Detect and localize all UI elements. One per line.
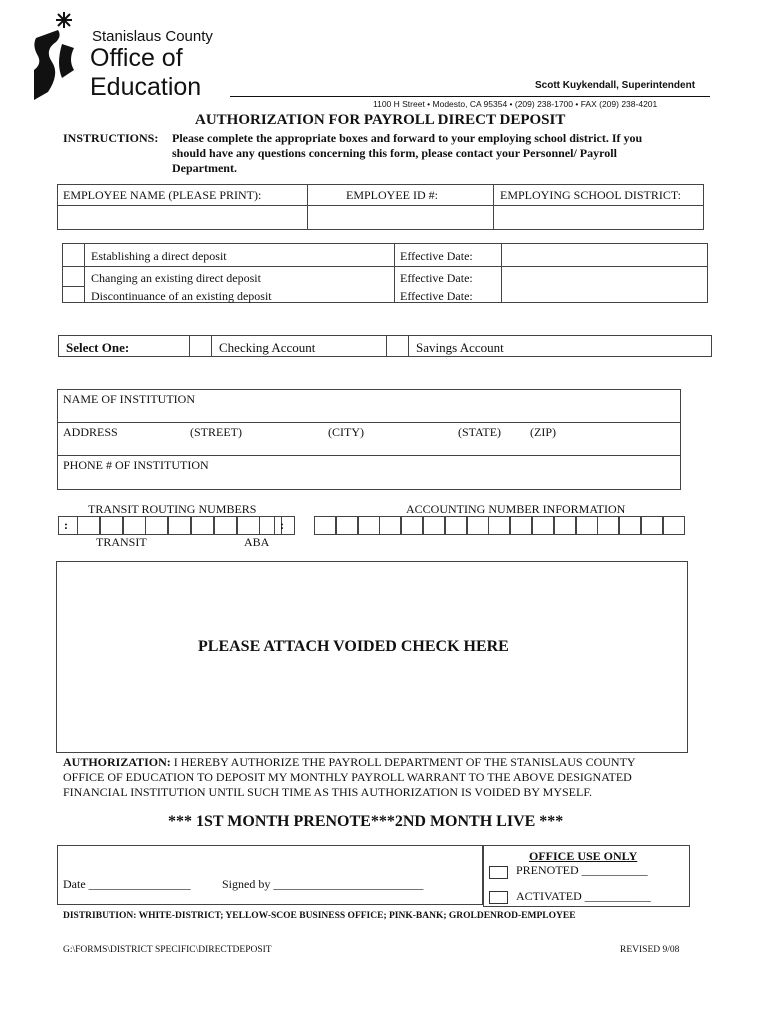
voided-check-area[interactable] [56,561,688,753]
form-title: AUTHORIZATION FOR PAYROLL DIRECT DEPOSIT [195,112,566,128]
account-digit-box[interactable] [401,516,423,535]
account-digit-box[interactable] [597,516,619,535]
account-digit-box[interactable] [379,516,401,535]
routing-digit-box[interactable] [168,516,191,535]
checking-label: Checking Account [219,340,316,355]
deposit-checkbox-discontinue[interactable] [64,288,83,302]
routing-digit-box[interactable] [145,516,168,535]
routing-digit-box[interactable] [100,516,123,535]
account-select-row [58,335,712,357]
authorization-label: AUTHORIZATION: [63,755,171,769]
account-digit-box[interactable] [336,516,358,535]
zip-label: (ZIP) [530,425,556,439]
account-digit-box[interactable] [576,516,598,535]
org-name-line1: Stanislaus County [92,28,213,45]
transit-colon-cell [274,516,295,535]
authorization-line-1: I HEREBY AUTHORIZE THE PAYROLL DEPARTMENT OF THE STANISLAUS COUNTY [173,755,636,769]
account-digit-box[interactable] [358,516,380,535]
org-name-line3: Education [90,73,202,101]
effective-date-label-discontinue: Effective Date: [400,289,473,303]
form-path: G:\FORMS\DISTRICT SPECIFIC\DIRECTDEPOSIT [63,945,272,955]
deposit-col-divider-2 [394,243,395,303]
city-label: (CITY) [328,425,364,439]
employee-id-label: EMPLOYEE ID #: [346,188,438,202]
transit-label: TRANSIT [96,535,147,549]
deposit-checkbox-establish[interactable] [64,245,83,265]
account-digit-box[interactable] [619,516,641,535]
employee-id-field[interactable] [307,205,494,230]
institution-phone-label: PHONE # OF INSTITUTION [63,458,209,472]
prenote-banner: *** 1ST MONTH PRENOTE***2ND MONTH LIVE *** [168,813,564,830]
employee-name-label-cell [57,184,308,206]
institution-row-divider-2 [57,455,681,456]
street-label: (STREET) [190,425,242,439]
transit-routing-header: TRANSIT ROUTING NUMBERS [88,502,257,516]
authorization-line-2: OFFICE OF EDUCATION TO DEPOSIT MY MONTHLY PAYROLL WARRANT TO THE ABOVE DESIGNATED [63,770,632,784]
account-number-header: ACCOUNTING NUMBER INFORMATION [406,502,626,516]
account-digit-box[interactable] [467,516,489,535]
prenoted-checkbox[interactable] [489,866,508,879]
deposit-checkbox-change[interactable] [64,268,83,285]
deposit-row-divider-short [62,286,85,287]
aba-label: ABA [244,535,270,549]
routing-digit-box[interactable] [214,516,237,535]
account-digit-box[interactable] [532,516,554,535]
instructions-label: INSTRUCTIONS: [63,131,159,145]
effective-date-label-change: Effective Date: [400,271,473,285]
employing-district-field[interactable] [493,205,704,230]
org-name-line2: Office of [90,44,183,72]
instructions-text-3: Department. [172,161,237,175]
employing-district-label-cell [493,184,704,206]
account-digit-box[interactable] [488,516,510,535]
employee-id-label-cell [307,184,494,206]
effective-date-label-establish: Effective Date: [400,249,473,263]
effective-date-field-discontinue[interactable] [503,287,706,302]
deposit-row-divider [62,266,708,267]
institution-name-label: NAME OF INSTITUTION [63,392,195,406]
deposit-option-change: Changing an existing direct deposit [91,271,261,285]
authorization-text-1 [63,755,636,770]
account-digit-box[interactable] [314,516,336,535]
prenoted-label: PRENOTED ___________ [516,863,648,877]
routing-digit-box[interactable] [77,516,100,535]
account-digit-box[interactable] [641,516,663,535]
transit-colon-right: : [280,518,284,532]
header-rule [230,96,710,97]
account-digit-box[interactable] [423,516,445,535]
scoe-logo-icon [28,8,90,100]
account-digit-box[interactable] [510,516,532,535]
effective-date-field-change[interactable] [503,268,706,285]
account-digit-box[interactable] [554,516,576,535]
account-digit-box[interactable] [663,516,685,535]
routing-digit-box[interactable] [191,516,214,535]
employing-district-label: EMPLOYING SCHOOL DISTRICT: [500,188,681,202]
instructions-text-1: Please complete the appropriate boxes and forward to your employing school district. If you [172,131,643,145]
voided-check-label: PLEASE ATTACH VOIDED CHECK HERE [198,638,509,655]
checking-checkbox[interactable] [189,335,212,357]
superintendent: Scott Kuykendall, Superintendent [535,80,696,91]
office-use-title: OFFICE USE ONLY [529,849,638,863]
employee-name-label: EMPLOYEE NAME (PLEASE PRINT): [63,188,262,202]
state-label: (STATE) [458,425,502,439]
authorization-line-3: FINANCIAL INSTITUTION UNTIL SUCH TIME AS THIS AUTHORIZATION IS VOIDED BY MYSELF. [63,785,593,799]
deposit-col-divider-3 [501,243,502,303]
routing-digit-box[interactable] [123,516,146,535]
routing-digit-box[interactable] [237,516,260,535]
savings-label: Savings Account [416,340,504,355]
revised-date: REVISED 9/08 [620,945,680,955]
signature-box [57,845,483,905]
employee-name-field[interactable] [57,205,308,230]
deposit-col-divider-1 [84,243,85,303]
deposit-option-establish: Establishing a direct deposit [91,249,227,263]
transit-colon-cell [58,516,78,535]
transit-colon-left: : [64,518,68,532]
effective-date-field-establish[interactable] [503,245,706,265]
institution-name-field[interactable] [58,406,680,421]
instructions-text-2: should have any questions concerning this form, please contact your Personnel/ Payroll [172,146,617,160]
institution-phone-field[interactable] [58,472,680,488]
activated-checkbox[interactable] [489,891,508,904]
signed-by-line[interactable]: Signed by _________________________ [222,877,424,891]
date-line[interactable]: Date _________________ [63,877,191,891]
deposit-option-discontinue: Discontinuance of an existing deposit [91,289,272,303]
address-field[interactable] [58,439,680,454]
savings-checkbox[interactable] [386,335,409,357]
distribution-text: DISTRIBUTION: WHITE-DISTRICT; YELLOW-SCOE BUSINESS OFFICE; PINK-BANK; GROLDENROD-EMPLOYEE [63,911,576,921]
select-one-label: Select One: [66,340,130,355]
activated-label: ACTIVATED ___________ [516,889,651,903]
org-address: 1100 H Street • Modesto, CA 95354 • (209) 238-1700 • FAX (209) 238-4201 [373,99,658,109]
institution-row-divider-1 [57,422,681,423]
address-label: ADDRESS [63,425,118,439]
account-digit-box[interactable] [445,516,467,535]
